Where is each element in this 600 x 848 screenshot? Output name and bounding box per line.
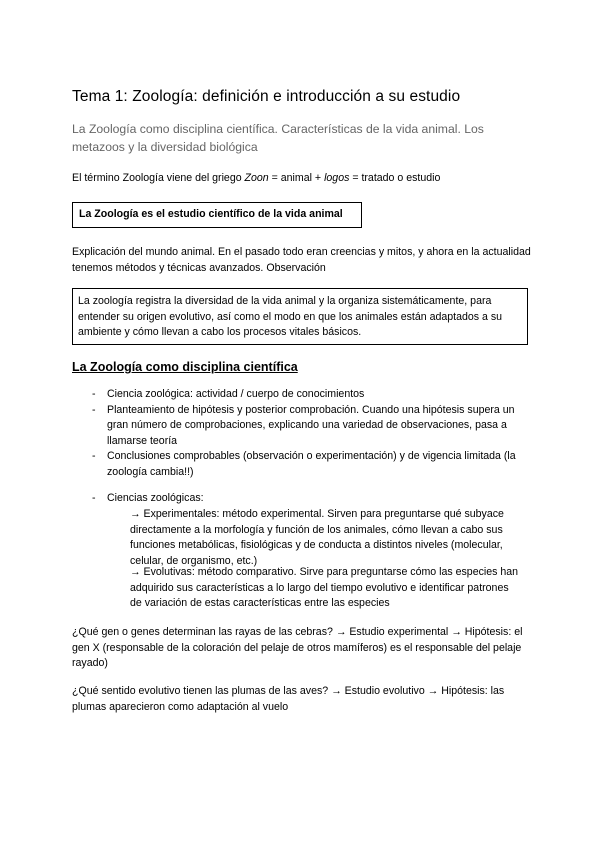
subitem-evolutivas: → Evolutivas: método comparativo. Sirve para preguntarse cómo las especies han adquirido sus características a lo largo del tiempo evolutivo e identificar patrones de variación de estas características entre las especies [130, 566, 519, 609]
etymology-logos: logos [324, 172, 350, 184]
sciences-list [92, 491, 528, 507]
definition-text: La Zoología es el estudio científico de la vida animal [79, 208, 343, 220]
list-item-text: Ciencias zoológicas: [107, 492, 204, 504]
list-item [92, 403, 528, 450]
subitem-experimental: → Experimentales: método experimental. Sirven para preguntarse qué subyace directamente a la morfología y función de los animales, cómo llevan a cabo sus funciones metabólicas, fisiológicas y de conducta a distintos niveles (molecular, celular, de organismo, etc.) [130, 508, 504, 567]
bullet-dash: - [92, 450, 96, 462]
bullet-dash: - [92, 403, 96, 416]
question-feathers-paragraph: ¿Qué sentido evolutivo tienen las plumas de las aves? → Estudio evolutivo → Hipótesis: las plumas aparecieron como adaptación al vuelo [72, 685, 505, 713]
list-item [92, 387, 528, 403]
page-title: Tema 1: Zoología: definición e introducción a su estudio [72, 88, 461, 105]
bullet-dash: - [92, 492, 96, 504]
list-item [92, 491, 528, 507]
list-item-text: Conclusiones comprobables (observación o experimentación) y de vigencia limitada (la zoología cambia!!) [107, 450, 516, 478]
etymology-suffix: = tratado o estudio [349, 172, 441, 184]
definition-box [72, 202, 362, 228]
page-subtitle: La Zoología como disciplina científica. Características de la vida animal. Los metazoos y la diversidad biológica [72, 122, 484, 154]
register-box [72, 288, 528, 345]
bullet-dash: - [92, 388, 96, 400]
list-item [92, 449, 528, 480]
explanation-paragraph: Explicación del mundo animal. En el pasado todo eran creencias y mitos, y ahora en la actualidad tenemos métodos y técnicas avanzados. Observación [72, 246, 531, 274]
section-heading: La Zoología como disciplina científica [72, 360, 298, 374]
question-zebra-paragraph: ¿Qué gen o genes determinan las rayas de las cebras? → Estudio experimental → Hipótesis: el gen X (responsable de la coloración del pelaje de otros mamíferos) es el responsable del pelaje rayado) [72, 626, 523, 669]
etymology-paragraph [72, 171, 532, 187]
etymology-middle: = animal + [268, 172, 325, 184]
list-item-text: Ciencia zoológica: actividad / cuerpo de conocimientos [107, 388, 365, 400]
register-text: La zoología registra la diversidad de la vida animal y la organiza sistemáticamente, para entender su origen evolutivo, así como el modo en que los animales están adaptados a su ambiente y cómo llevan a cabo los procesos vitales básicos. [78, 295, 503, 338]
etymology-prefix: El término Zoología viene del griego [72, 172, 245, 184]
etymology-zoon: Zoon [244, 172, 269, 184]
bullet-list [92, 387, 528, 480]
list-item-text: Planteamiento de hipótesis y posterior comprobación. Cuando una hipótesis supera un gran número de comprobaciones, explicando una variedad de observaciones, pasa a llamarse teoría [107, 403, 515, 447]
